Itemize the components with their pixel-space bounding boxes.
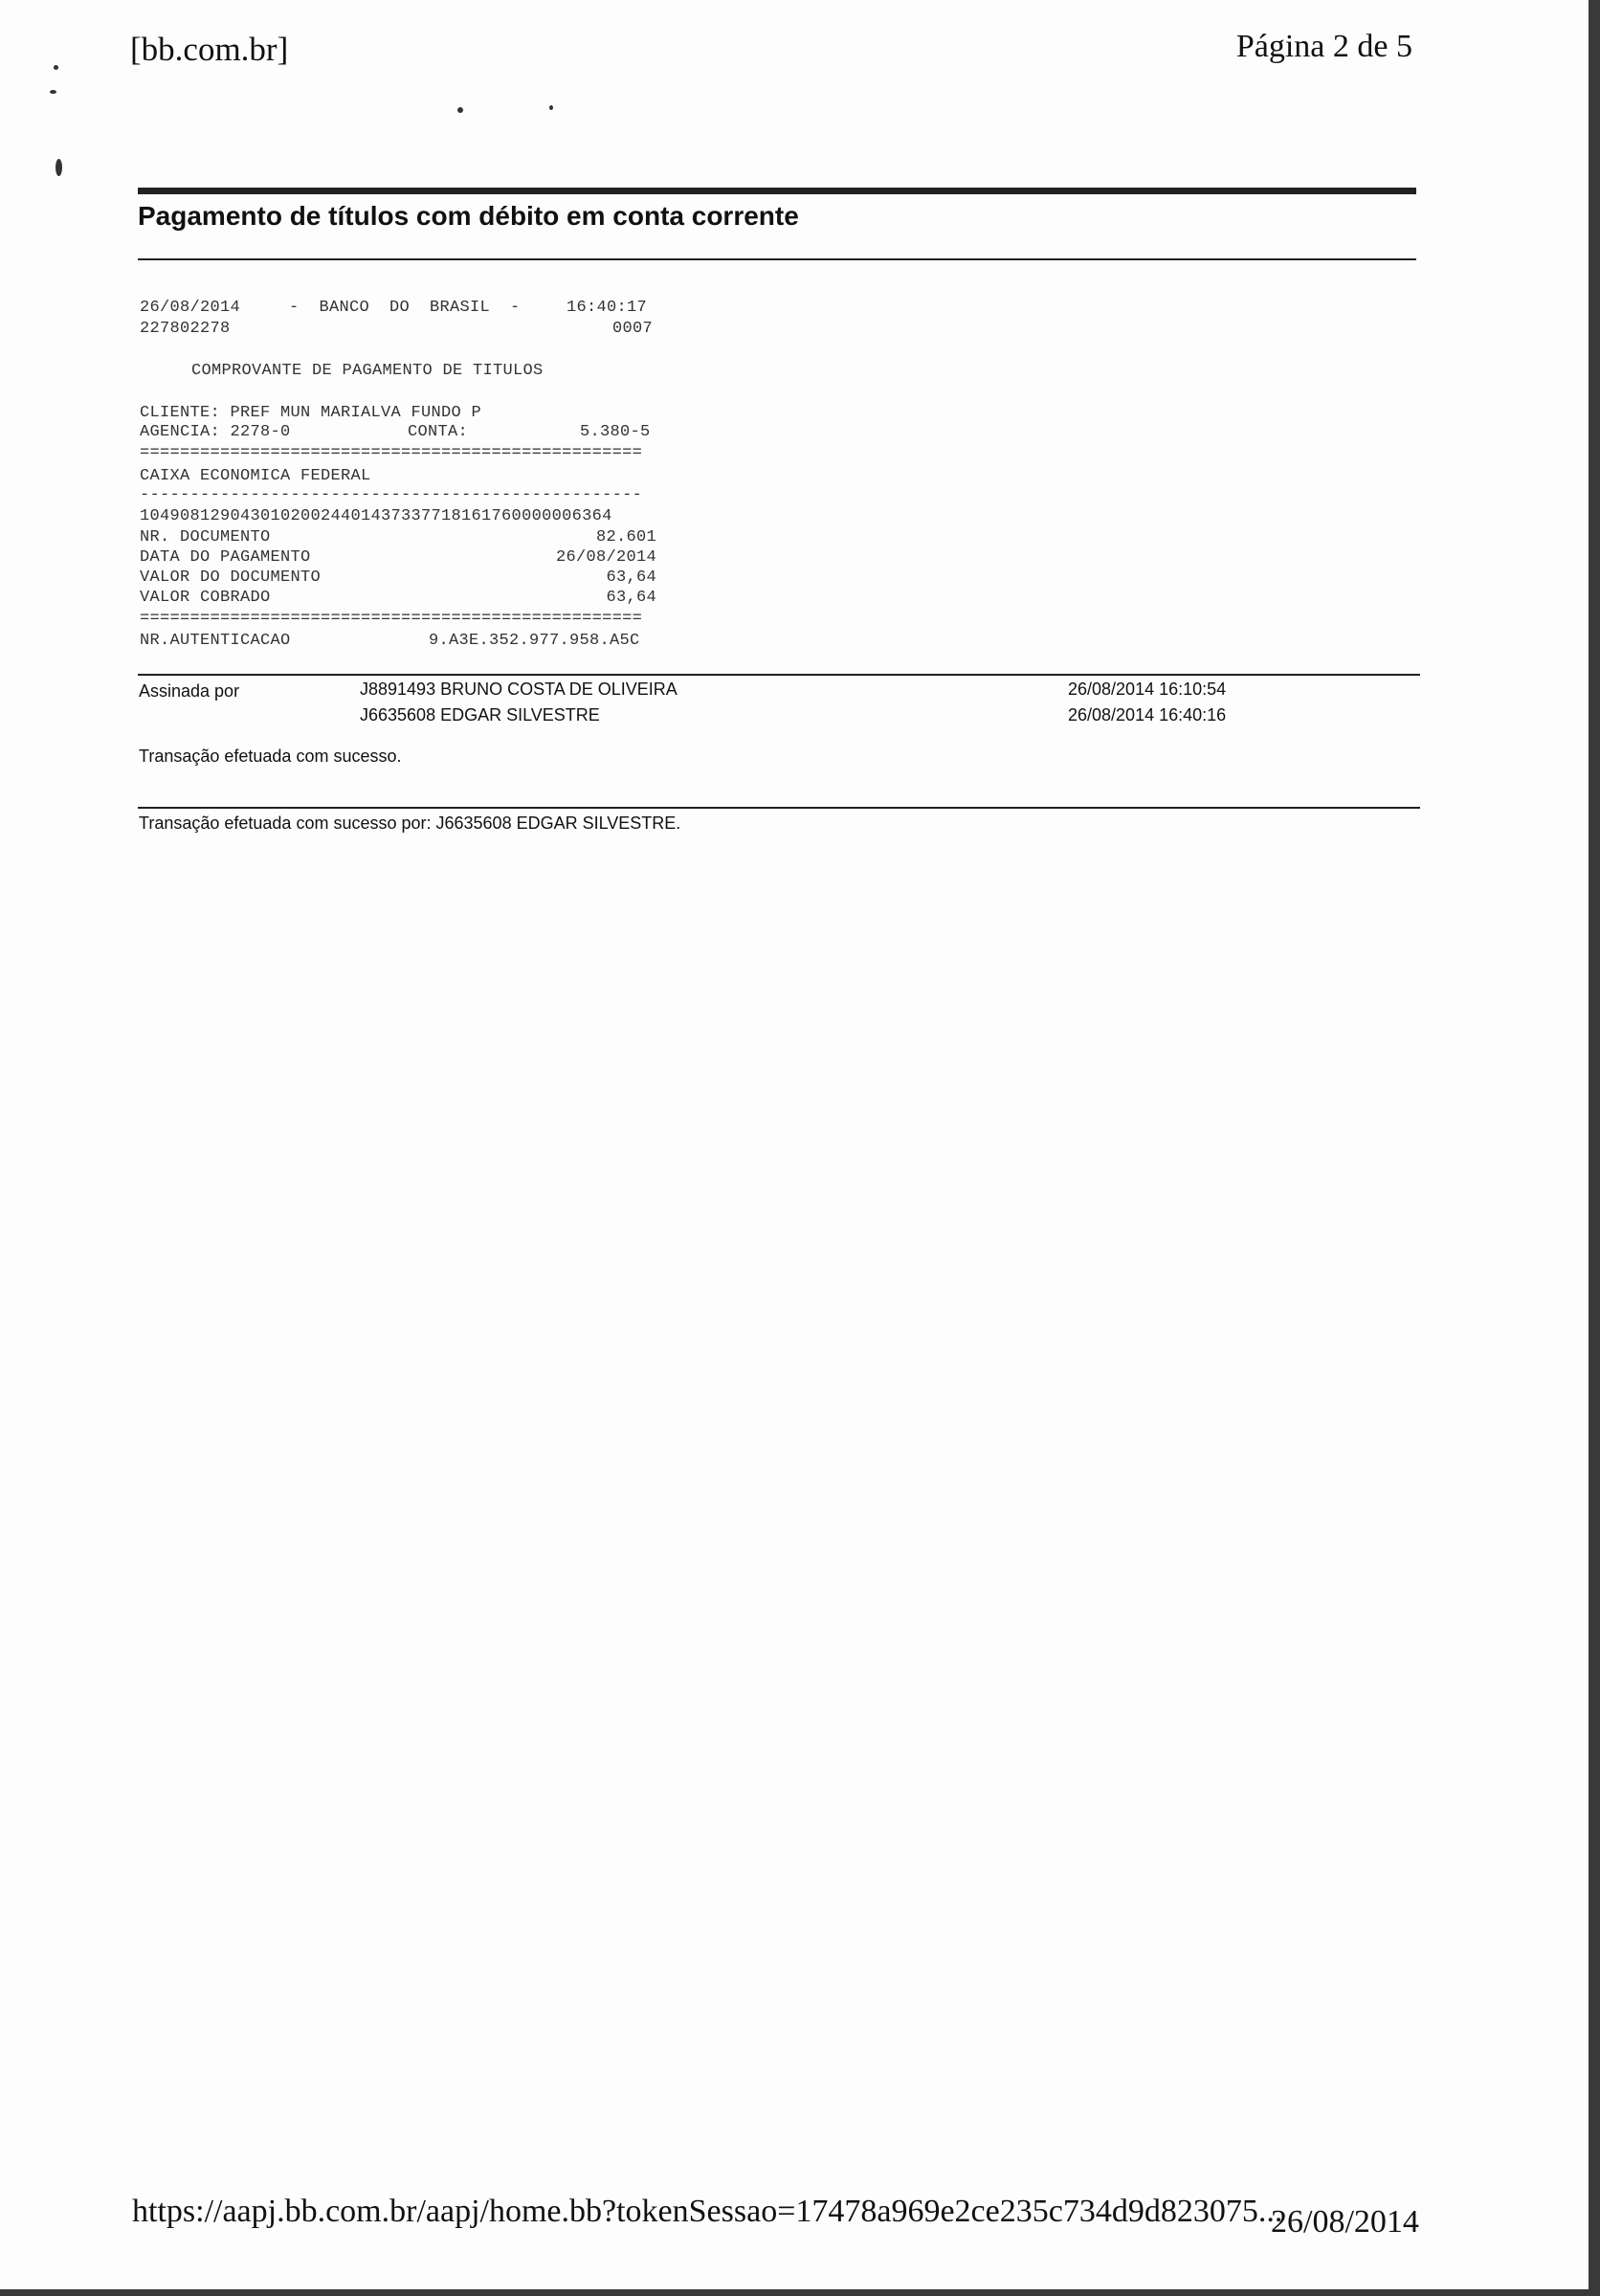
receipt-row-value: 82.601 xyxy=(595,528,656,546)
receipt-row-value: 63,64 xyxy=(606,589,656,607)
footer-date: 26/08/2014 xyxy=(1271,2204,1419,2240)
receipt-row-label: DATA DO PAGAMENTO xyxy=(140,548,311,567)
title-bottom-rule xyxy=(138,258,1416,260)
signer-name: J6635608 EDGAR SILVESTRE xyxy=(360,705,600,724)
page-title: Pagamento de títulos com débito em conta corrente xyxy=(138,201,799,231)
receipt-bank: - BANCO DO BRASIL - xyxy=(289,299,521,317)
final-status-rule xyxy=(138,807,1420,809)
receipt-date: 26/08/2014 xyxy=(140,299,241,317)
signer-datetime: 26/08/2014 16:40:16 xyxy=(1068,705,1227,724)
header-site: [bb.com.br] xyxy=(130,31,289,68)
receipt-separator: ================================================== xyxy=(140,444,643,462)
receipt-row-label: VALOR COBRADO xyxy=(140,589,271,607)
receipt-time: 16:40:17 xyxy=(567,299,648,317)
receipt-barcode: 10490812904301020024401437337718161760000006364 xyxy=(140,507,612,525)
scan-speck xyxy=(54,65,58,70)
receipt-terminal: 227802278 xyxy=(140,320,231,338)
receipt-row-label: VALOR DO DOCUMENTO xyxy=(140,568,322,587)
transaction-status: Transação efetuada com sucesso. xyxy=(139,747,402,766)
footer-url: https://aapj.bb.com.br/aapj/home.bb?tokenSessao=17478a969e2ce235c734d9d823075... xyxy=(132,2194,1283,2229)
scan-speck xyxy=(457,107,463,113)
header-page-number: Página 2 de 5 xyxy=(1235,29,1412,64)
signed-by-label: Assinada por xyxy=(139,681,240,701)
receipt-row-value: 26/08/2014 xyxy=(555,548,656,567)
receipt-auth-label: NR.AUTENTICACAO xyxy=(140,632,291,650)
receipt-account-value: 5.380-5 xyxy=(580,423,651,441)
receipt-separator: -------------------------------------------------- xyxy=(140,486,643,504)
signatures-rule xyxy=(138,674,1420,676)
receipt-account-label: CONTA: xyxy=(408,423,469,441)
scan-speck xyxy=(50,90,56,94)
receipt-auth-value: 9.A3E.352.977.958.A5C xyxy=(429,632,640,650)
receipt-heading: COMPROVANTE DE PAGAMENTO DE TITULOS xyxy=(191,362,544,380)
signer-datetime: 26/08/2014 16:10:54 xyxy=(1068,680,1227,699)
signer-name: J8891493 BRUNO COSTA DE OLIVEIRA xyxy=(360,680,678,699)
scan-speck xyxy=(549,105,553,110)
title-top-rule xyxy=(138,188,1416,194)
scan-speck xyxy=(56,159,62,176)
final-transaction-status: Transação efetuada com sucesso por: J6635608 EDGAR SILVESTRE. xyxy=(139,814,681,833)
receipt-separator: ================================================== xyxy=(140,610,643,628)
receipt-row-label: NR. DOCUMENTO xyxy=(140,528,271,546)
receipt-row-value: 63,64 xyxy=(606,568,656,587)
receipt-agency: AGENCIA: 2278-0 xyxy=(140,423,291,441)
receipt-sequence: 0007 xyxy=(612,320,654,338)
receipt-beneficiary: CAIXA ECONOMICA FEDERAL xyxy=(140,467,371,485)
receipt-client: CLIENTE: PREF MUN MARIALVA FUNDO P xyxy=(140,404,482,422)
